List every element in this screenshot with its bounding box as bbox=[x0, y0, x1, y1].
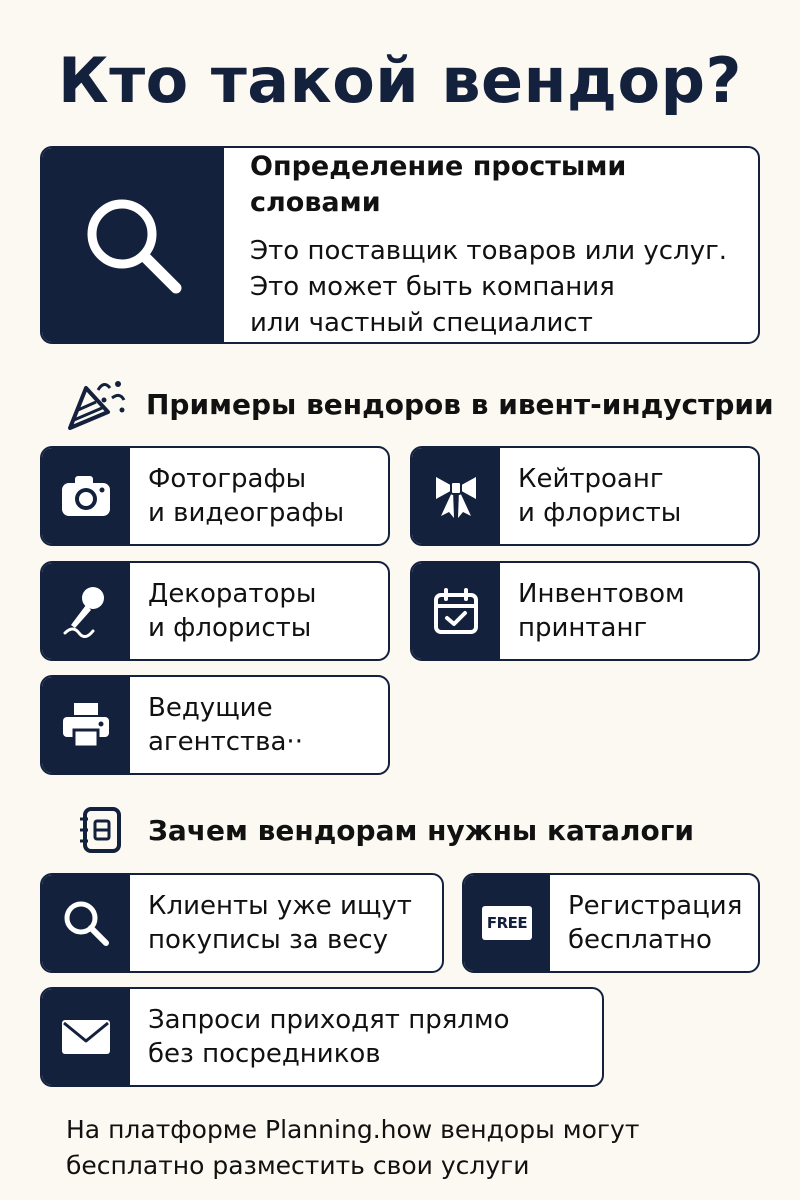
example-line: Декораторы bbox=[148, 579, 317, 609]
example-card-photographers bbox=[40, 446, 390, 546]
example-card-hosts bbox=[40, 675, 390, 775]
catalog-card-free bbox=[462, 873, 760, 973]
printer-icon bbox=[60, 700, 112, 750]
examples-heading-text: Примеры вендоров в ивент-индустрии bbox=[146, 387, 774, 421]
microphone-icon bbox=[61, 583, 111, 639]
catalog-line: покуписы за весу bbox=[148, 925, 389, 955]
page-title: Кто такой вендор? bbox=[58, 44, 742, 117]
example-line: Кейтроанг bbox=[518, 464, 664, 494]
search-icon bbox=[60, 897, 112, 949]
definition-card bbox=[40, 146, 760, 344]
party-popper-icon bbox=[64, 376, 130, 432]
definition-line: или частный специалист bbox=[250, 308, 593, 338]
camera-icon bbox=[59, 473, 113, 519]
example-card-catering bbox=[410, 446, 760, 546]
catalog-line: без посредников bbox=[148, 1039, 381, 1069]
example-line: принтанг bbox=[518, 613, 648, 643]
example-line: и видеографы bbox=[148, 498, 345, 528]
catalog-heading bbox=[76, 802, 694, 858]
footer-line: На платформе Planning.how вендоры могут bbox=[66, 1115, 640, 1144]
bow-icon bbox=[431, 472, 481, 520]
definition-icon-box bbox=[42, 148, 224, 342]
catalog-card-requests bbox=[40, 987, 604, 1087]
definition-heading: Определение простыми словами bbox=[250, 151, 627, 218]
example-line: Ведущие bbox=[148, 693, 273, 723]
example-line: Фотографы bbox=[148, 464, 307, 494]
catalog-line: Запроси приходят прялмо bbox=[148, 1005, 510, 1035]
example-card-inventory bbox=[410, 561, 760, 661]
catalog-card-clients bbox=[40, 873, 444, 973]
example-line: Инвентовом bbox=[518, 579, 685, 609]
search-icon bbox=[78, 190, 188, 300]
envelope-icon bbox=[59, 1017, 113, 1057]
footer-text bbox=[66, 1112, 639, 1184]
examples-heading bbox=[64, 376, 774, 432]
example-line: и флористы bbox=[518, 498, 682, 528]
catalog-line: бесплатно bbox=[568, 925, 712, 955]
definition-line: Это поставщик товаров или услуг. bbox=[250, 236, 728, 266]
example-line: и флористы bbox=[148, 613, 312, 643]
catalog-line: Регистрация bbox=[568, 891, 743, 921]
definition-line: Это может быть компания bbox=[250, 272, 615, 302]
calendar-icon bbox=[431, 586, 481, 636]
catalog-line: Клиенты уже ищут bbox=[148, 891, 412, 921]
example-line: агентства·· bbox=[148, 727, 303, 757]
catalog-icon bbox=[76, 805, 126, 855]
catalog-heading-text: Зачем вендорам нужны каталоги bbox=[148, 813, 694, 847]
free-badge-icon: FREE bbox=[482, 906, 532, 940]
example-card-decorators bbox=[40, 561, 390, 661]
footer-line: бесплатно разместить свои услуги bbox=[66, 1151, 530, 1180]
